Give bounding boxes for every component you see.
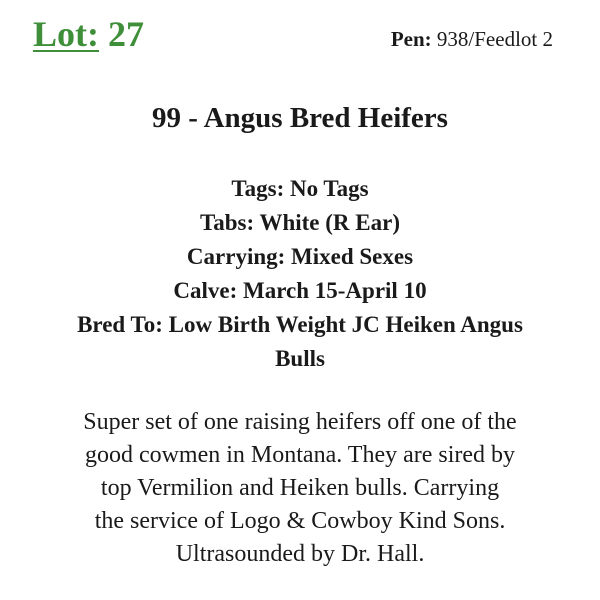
details-block — [0, 172, 600, 376]
description-line: top Vermilion and Heiken bulls. Carrying — [100, 475, 500, 501]
detail-calve: Calve: March 15-April 10 — [173, 278, 427, 303]
detail-carrying: Carrying: Mixed Sexes — [186, 244, 414, 269]
detail-bred-to: Bred To: Low Birth Weight JC Heiken Angus — [77, 312, 523, 337]
description-block — [0, 406, 600, 571]
description-line: Ultrasounded by Dr. Hall. — [175, 541, 425, 567]
description-line: good cowmen in Montana. They are sired by — [84, 442, 516, 468]
detail-bred-to-continued: Bulls — [275, 346, 325, 371]
pen-label: Pen: — [390, 27, 432, 51]
pen-info — [391, 24, 553, 54]
listing-title: 99 - Angus Bred Heifers — [152, 102, 448, 134]
lot-heading — [33, 12, 144, 56]
description-line: Super set of one raising heifers off one of the — [83, 409, 517, 435]
detail-tabs: Tabs: White (R Ear) — [200, 210, 400, 235]
lot-label: Lot: — [33, 14, 99, 54]
lot-number: 27 — [108, 14, 144, 54]
detail-tags: Tags: No Tags — [231, 176, 369, 201]
description-line: the service of Logo & Cowboy Kind Sons. — [94, 508, 506, 534]
pen-value: 938/Feedlot 2 — [436, 27, 553, 51]
